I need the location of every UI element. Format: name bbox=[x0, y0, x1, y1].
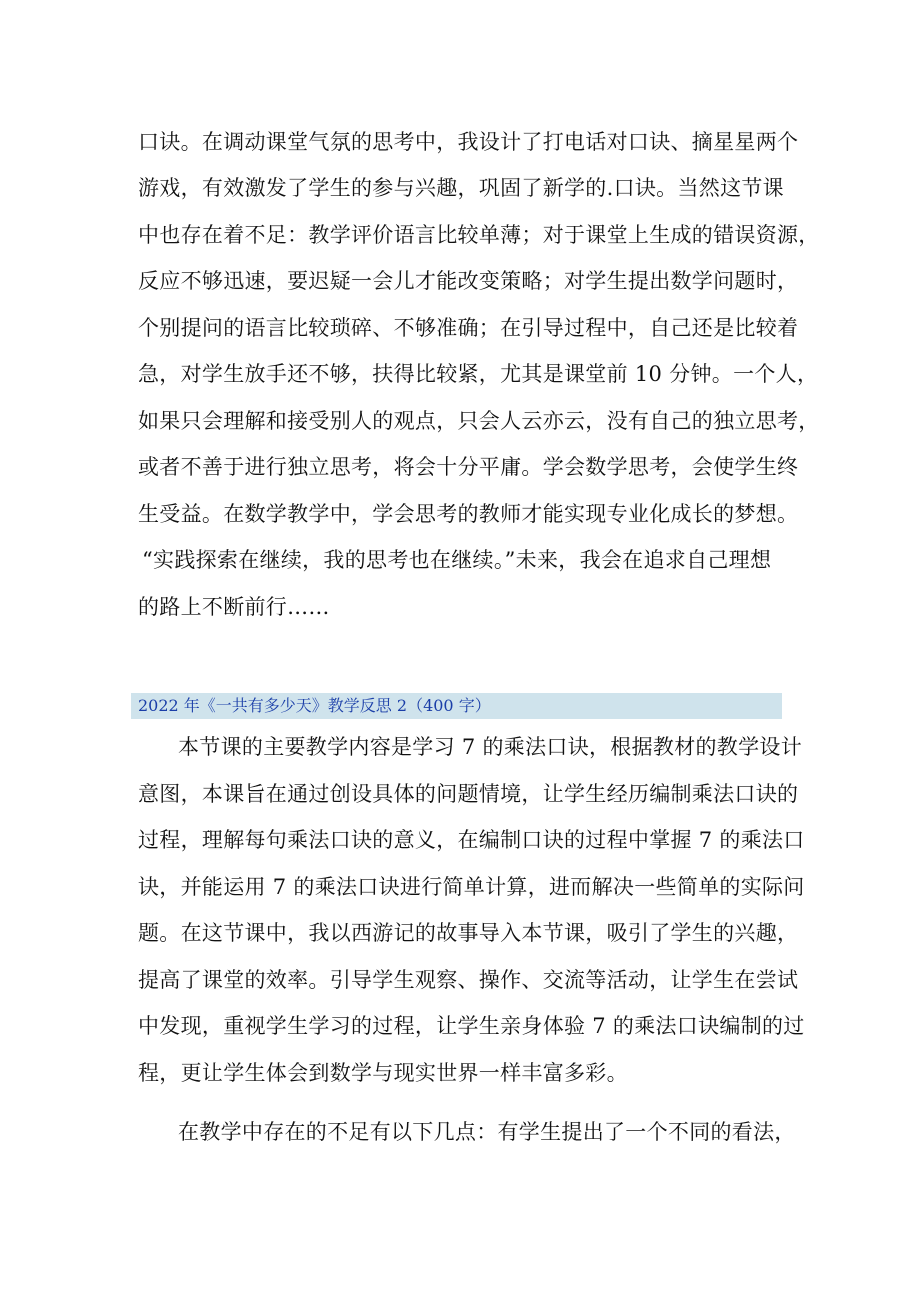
text-line: 过程，理解每句乘法口诀的意义，在编制口诀的过程中掌握 7 的乘法口 bbox=[138, 828, 805, 852]
text-line: 本节课的主要教学内容是学习 7 的乘法口诀，根据教材的教学设计 bbox=[178, 735, 803, 759]
text-line: 个别提问的语言比较琐碎、不够准确；在引导过程中，自己还是比较着 bbox=[138, 316, 799, 340]
text-line: 程，更让学生体会到数学与现实世界一样丰富多彩。 bbox=[138, 1061, 628, 1085]
text-line: 提高了课堂的效率。引导学生观察、操作、交流等活动，让学生在尝试 bbox=[138, 968, 799, 992]
text-line: 生受益。在数学教学中，学会思考的教师才能实现专业化成长的梦想。 bbox=[138, 502, 799, 526]
text-line: 游戏，有效激发了学生的参与兴趣，巩固了新学的.口诀。当然这节课 bbox=[138, 176, 784, 200]
text-line: 意图，本课旨在通过创设具体的问题情境，让学生经历编制乘法口诀的 bbox=[138, 782, 799, 806]
text-line: 题。在这节课中，我以西游记的故事导入本节课，吸引了学生的兴趣， bbox=[138, 921, 799, 945]
text-line: 反应不够迅速，要迟疑一会儿才能改变策略；对学生提出数学问题时， bbox=[138, 269, 799, 293]
text-line: 如果只会理解和接受别人的观点，只会人云亦云，没有自己的独立思考， bbox=[138, 409, 820, 433]
section-heading: 2022 年《一共有多少天》教学反思 2（400 字） bbox=[138, 696, 491, 715]
text-line: 急，对学生放手还不够，扶得比较紧，尤其是课堂前 10 分钟。一个人， bbox=[138, 362, 819, 386]
text-line: 中也存在着不足：教学评价语言比较单薄；对于课堂上生成的错误资源， bbox=[138, 223, 820, 247]
text-line: 口诀。在调动课堂气氛的思考中，我设计了打电话对口诀、摘星星两个 bbox=[138, 130, 799, 154]
text-line: 或者不善于进行独立思考，将会十分平庸。学会数学思考，会使学生终 bbox=[138, 455, 799, 479]
text-line: 诀，并能运用 7 的乘法口诀进行简单计算，进而解决一些简单的实际问 bbox=[138, 875, 805, 899]
text-line: 在教学中存在的不足有以下几点：有学生提出了一个不同的看法， bbox=[178, 1120, 796, 1144]
text-line: “实践探索在继续，我的思考也在继续。”未来，我会在追求自己理想 bbox=[142, 548, 772, 572]
text-line: 中发现，重视学生学习的过程，让学生亲身体验 7 的乘法口诀编制的过 bbox=[138, 1014, 805, 1038]
text-line: 的路上不断前行…… bbox=[138, 595, 330, 619]
